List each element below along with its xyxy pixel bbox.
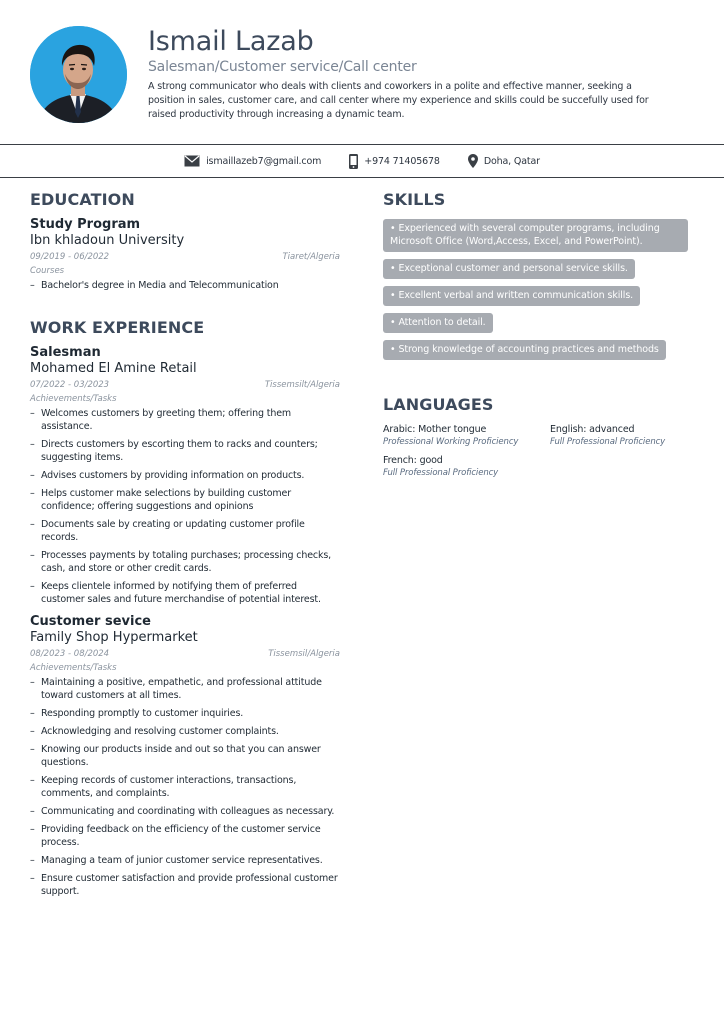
work-entry [30,614,340,898]
education-program: Study Program [30,217,141,232]
work-sub: Achievements/Tasks [30,663,117,673]
contact-bar [0,144,724,178]
right-column [383,190,703,478]
work-task-list [30,407,340,606]
candidate-role: Salesman/Customer service/Call center [148,59,417,75]
list-item: – Advises customers by providing information on products. [30,469,340,482]
work-position: Salesman [30,345,101,360]
language-name: English: advanced [550,424,635,435]
language-item [550,424,700,447]
education-sub: Courses [30,266,65,276]
education-place: Tiaret/Algeria [282,252,340,262]
education-section [30,190,340,292]
list-item: – Knowing our products inside and out so that you can answer questions. [30,743,340,769]
language-level: Full Professional Proficiency [383,468,499,478]
phone-text: +974 71405678 [364,155,440,167]
list-item: – Ensure customer satisfaction and provide professional customer support. [30,872,340,898]
location-text: Doha, Qatar [483,155,540,167]
list-item: – Documents sale by creating or updating customer profile records. [30,518,340,544]
profile-photo [30,26,127,123]
skills-list [383,219,703,367]
section-title-skills: SKILLS [383,190,446,209]
education-course-list [30,279,340,292]
email-text: ismaillazeb7@gmail.com [206,155,322,167]
list-item: – Helps customer make selections by building customer confidence; offering suggestions and opinions [30,487,340,513]
list-item: – Processes payments by totaling purchases; processing checks, cash, and store or other credit cards. [30,549,340,575]
location-pin-icon [468,154,478,168]
work-place: Tissemsilt/Algeria [264,380,340,390]
work-company: Mohamed El Amine Retail [30,361,197,376]
list-item: – Bachelor's degree in Media and Telecommunication [30,279,340,292]
skills-section [383,190,703,367]
list-item: – Providing feedback on the efficiency of the customer service process. [30,823,340,849]
education-meta [30,252,340,262]
work-company: Family Shop Hypermarket [30,630,198,645]
skill-tag: • Strong knowledge of accounting practices and methods [383,340,666,360]
language-level: Full Professional Proficiency [550,437,666,447]
work-place: Tissemsil/Algeria [268,649,340,659]
section-title-education: EDUCATION [30,190,135,209]
skill-tag: • Exceptional customer and personal service skills. [383,259,635,279]
list-item: – Managing a team of junior customer service representatives. [30,854,340,867]
skill-text: Strong knowledge of accounting practices and methods [398,344,659,355]
list-item: – Keeps clientele informed by notifying them of preferred customer sales and future merchandise of potential interest. [30,580,340,606]
list-item: – Maintaining a positive, empathetic, and professional attitude toward customers at all times. [30,676,340,702]
language-level: Professional Working Proficiency [383,437,519,447]
list-item: – Welcomes customers by greeting them; offering them assistance. [30,407,340,433]
candidate-name: Ismail Lazab [148,26,314,57]
contact-location [468,154,540,168]
envelope-icon [184,155,200,167]
education-institution: Ibn khladoun University [30,233,185,248]
section-title-languages: LANGUAGES [383,395,494,414]
list-item: – Responding promptly to customer inquiries. [30,707,340,720]
skill-tag: • Excellent verbal and written communication skills. [383,286,640,306]
left-column [30,190,340,903]
list-item: – Directs customers by escorting them to racks and counters; suggesting items. [30,438,340,464]
work-meta [30,380,340,390]
list-item: – Communicating and coordinating with colleagues as necessary. [30,805,340,818]
work-meta [30,649,340,659]
skill-text: Attention to detail. [398,317,486,328]
contact-phone[interactable] [349,154,440,169]
work-dates: 07/2022 - 03/2023 [30,380,110,390]
list-item: – Keeping records of customer interactions, transactions, comments, and complaints. [30,774,340,800]
skill-text: Exceptional customer and personal service skills. [398,263,628,274]
list-item: – Acknowledging and resolving customer complaints. [30,725,340,738]
language-name: Arabic: Mother tongue [383,424,487,435]
work-section [30,318,340,898]
profile-photo-image [30,26,127,123]
languages-section [383,395,703,478]
work-position: Customer sevice [30,614,151,629]
language-item [383,424,550,447]
profile-summary: A strong communicator who deals with clients and coworkers in a polite and effective manner, seeking a position in sales, customer care, and call center where my experience and skills could be succefully used for raised productivity through increasing a dynamic team. [148,81,649,120]
language-name: French: good [383,455,443,466]
phone-icon [349,154,358,169]
education-dates: 09/2019 - 06/2022 [30,252,110,262]
work-dates: 08/2023 - 08/2024 [30,649,110,659]
skill-text: Experienced with several computer programs, including Microsoft Office (Word,Access, Excel, and PowerPoint). [390,223,660,247]
work-task-list [30,676,340,898]
skill-tag: • Attention to detail. [383,313,493,333]
work-sub: Achievements/Tasks [30,394,117,404]
skill-text: Excellent verbal and written communication skills. [398,290,634,301]
contact-email[interactable] [184,155,321,167]
languages-list [383,424,703,478]
work-entry [30,345,340,606]
language-item [383,455,550,478]
skill-tag: • Experienced with several computer programs, including Microsoft Office (Word,Access, Excel, and PowerPoint). [383,219,688,252]
section-title-work: WORK EXPERIENCE [30,318,205,337]
resume-header [0,0,724,145]
